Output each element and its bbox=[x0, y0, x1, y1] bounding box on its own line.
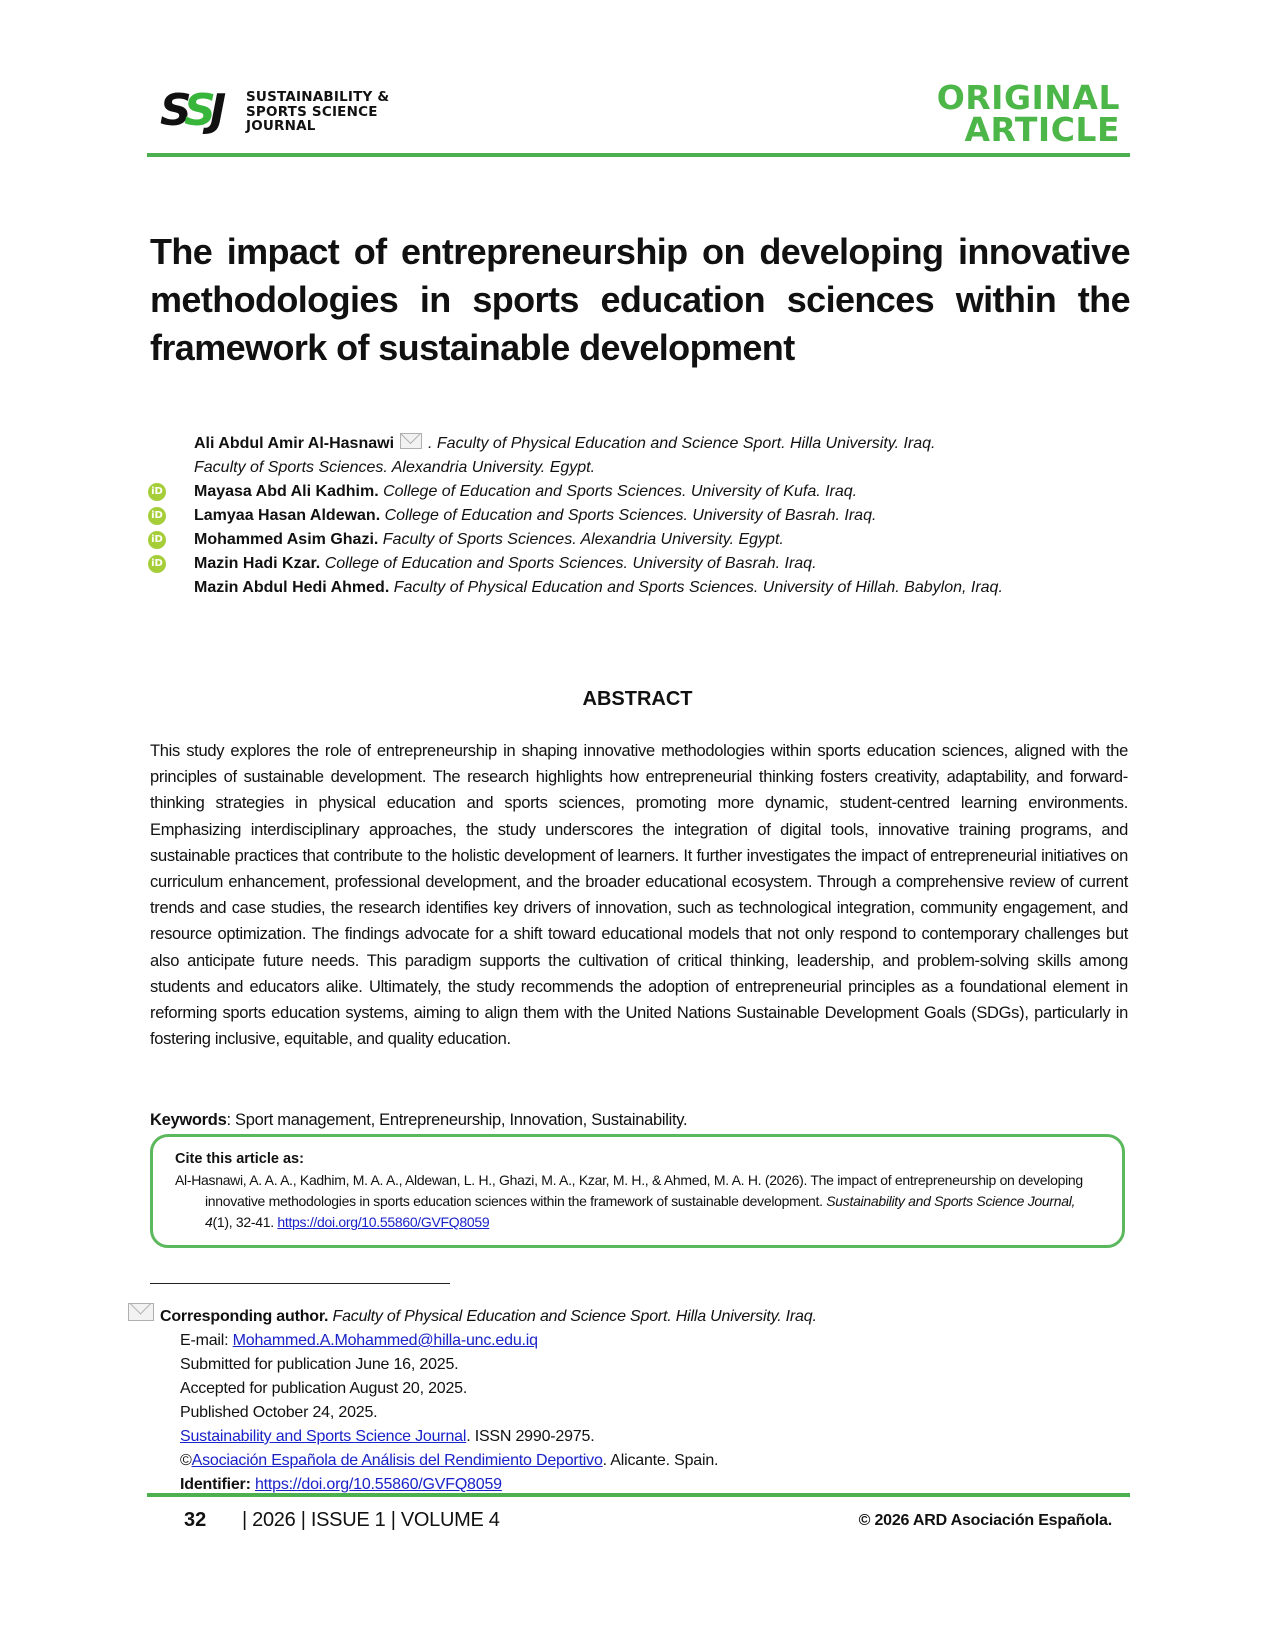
citation-label: Cite this article as: bbox=[175, 1151, 304, 1167]
header-divider bbox=[147, 153, 1130, 157]
article-type-label: ORIGINAL ARTICLE bbox=[936, 78, 1120, 149]
orcid-icon[interactable]: iD bbox=[148, 507, 166, 525]
keywords: Keywords: Sport management, Entrepreneurship, Innovation, Sustainability. bbox=[150, 1111, 688, 1129]
abstract-text: This study explores the role of entrepreneurship in shaping innovative methodologies within sports education sciences, aligned with the principles of sustainable development. The research highlights how entrepreneurial thinking fosters creativity, adaptability, and forward-thinking strategies in physical education and sports sciences, promoting more dynamic, student-centred learning environments. Emphasizing interdisciplinary approaches, the study underscores the integration of digital tools, innovative training programs, and sustainable practices that contribute to the holistic development of learners. It further investigates the impact of entrepreneurial initiatives on curriculum enhancement, professional development, and the broader educational ecosystem. Through a comprehensive review of current trends and case studies, the research identifies key drivers of innovation, such as technological integration, community engagement, and resource optimization. The findings advocate for a shift toward educational models that not only respond to contemporary challenges but also anticipate future needs. This paradigm supports the cultivation of critical thinking, leadership, and problem-solving skills among students and educators alike. Ultimately, the study recommends the adoption of entrepreneurial principles as a foundational element in reforming sports education systems, aiming to align them with the United Nations Sustainable Development Goals (SDGs), particularly in fostering inclusive, equitable, and quality education. bbox=[150, 742, 1128, 1049]
envelope-icon bbox=[128, 1303, 154, 1321]
footnote-divider bbox=[150, 1283, 450, 1284]
journal-name: SUSTAINABILITY & SPORTS SCIENCE JOURNAL bbox=[246, 89, 390, 134]
issue-info: | 2026 | ISSUE 1 | VOLUME 4 bbox=[242, 1509, 500, 1531]
author-row: iD Mazin Hadi Kzar. College of Education and Sports Sciences. University of Basrah. Iraq. bbox=[148, 552, 1148, 576]
orcid-icon[interactable]: iD bbox=[148, 531, 166, 549]
email-row: E-mail: Mohammed.A.Mohammed@hilla-unc.edu.iq bbox=[180, 1332, 538, 1349]
author-row: iD Lamyaa Hasan Aldewan. College of Education and Sports Sciences. University of Basrah. Iraq. bbox=[148, 504, 1148, 528]
footnote bbox=[128, 1303, 1078, 1497]
publisher-link[interactable]: Asociación Española de Análisis del Rendimiento Deportivo bbox=[191, 1452, 603, 1469]
published-date: Published October 24, 2025. bbox=[180, 1404, 378, 1421]
citation-box bbox=[150, 1134, 1125, 1248]
accepted-date: Accepted for publication August 20, 2025. bbox=[180, 1380, 468, 1397]
journal-logo bbox=[160, 85, 440, 136]
abstract-heading: ABSTRACT bbox=[582, 688, 693, 710]
submitted-date: Submitted for publication June 16, 2025. bbox=[180, 1356, 459, 1373]
author-row: Mazin Abdul Hedi Ahmed. Faculty of Physical Education and Sports Sciences. University of Hillah. Babylon, Iraq. bbox=[194, 579, 1003, 596]
footer-divider bbox=[147, 1493, 1130, 1497]
page-number: 32 bbox=[184, 1509, 207, 1531]
orcid-icon[interactable]: iD bbox=[148, 483, 166, 501]
logo-mark: SSJ bbox=[160, 85, 221, 136]
author-row: iD Mayasa Abd Ali Kadhim. College of Education and Sports Sciences. University of Kufa. Iraq. bbox=[148, 480, 1148, 504]
author-list bbox=[148, 432, 1148, 600]
journal-link[interactable]: Sustainability and Sports Science Journal bbox=[180, 1428, 467, 1445]
identifier: Identifier: https://doi.org/10.55860/GVFQ8059 bbox=[180, 1476, 502, 1493]
email-link[interactable]: Mohammed.A.Mohammed@hilla-unc.edu.iq bbox=[232, 1332, 538, 1349]
publisher: ©Asociación Española de Análisis del Rendimiento Deportivo. Alicante. Spain. bbox=[180, 1452, 719, 1469]
author-row: Faculty of Sports Sciences. Alexandria University. Egypt. bbox=[194, 459, 596, 476]
footer-copyright: © 2026 ARD Asociación Española. bbox=[858, 1512, 1112, 1529]
author-row: iD Mohammed Asim Ghazi. Faculty of Sports Sciences. Alexandria University. Egypt. bbox=[148, 528, 1148, 552]
citation-doi-link[interactable]: https://doi.org/10.55860/GVFQ8059 bbox=[277, 1214, 490, 1230]
author-row: Ali Abdul Amir Al-Hasnawi . Faculty of Physical Education and Science Sport. Hilla University. Iraq. bbox=[194, 435, 936, 452]
orcid-icon[interactable]: iD bbox=[148, 555, 166, 573]
envelope-icon[interactable] bbox=[400, 433, 422, 449]
journal-issn: Sustainability and Sports Science Journal. ISSN 2990-2975. bbox=[180, 1428, 595, 1445]
corresponding-author: Corresponding author. Faculty of Physical Education and Science Sport. Hilla University. Iraq. bbox=[128, 1303, 1078, 1329]
identifier-doi-link[interactable]: https://doi.org/10.55860/GVFQ8059 bbox=[254, 1476, 502, 1493]
article-title: The impact of entrepreneurship on developing innovative methodologies in sports education sciences within the framework of sustainable development bbox=[150, 231, 1130, 368]
citation-text: Al-Hasnawi, A. A. A., Kadhim, M. A. A., Aldewan, L. H., Ghazi, M. A., Kzar, M. H., & Ahmed, M. A. H. (2026). The impact of entrepreneurship on developing innovative methodologies in sports education sciences within the framework of sustainable development. Sustainability and Sports Science Journal, 4(1), 32-41. https://doi.org/10.55860/GVFQ8059 bbox=[175, 1172, 1083, 1230]
